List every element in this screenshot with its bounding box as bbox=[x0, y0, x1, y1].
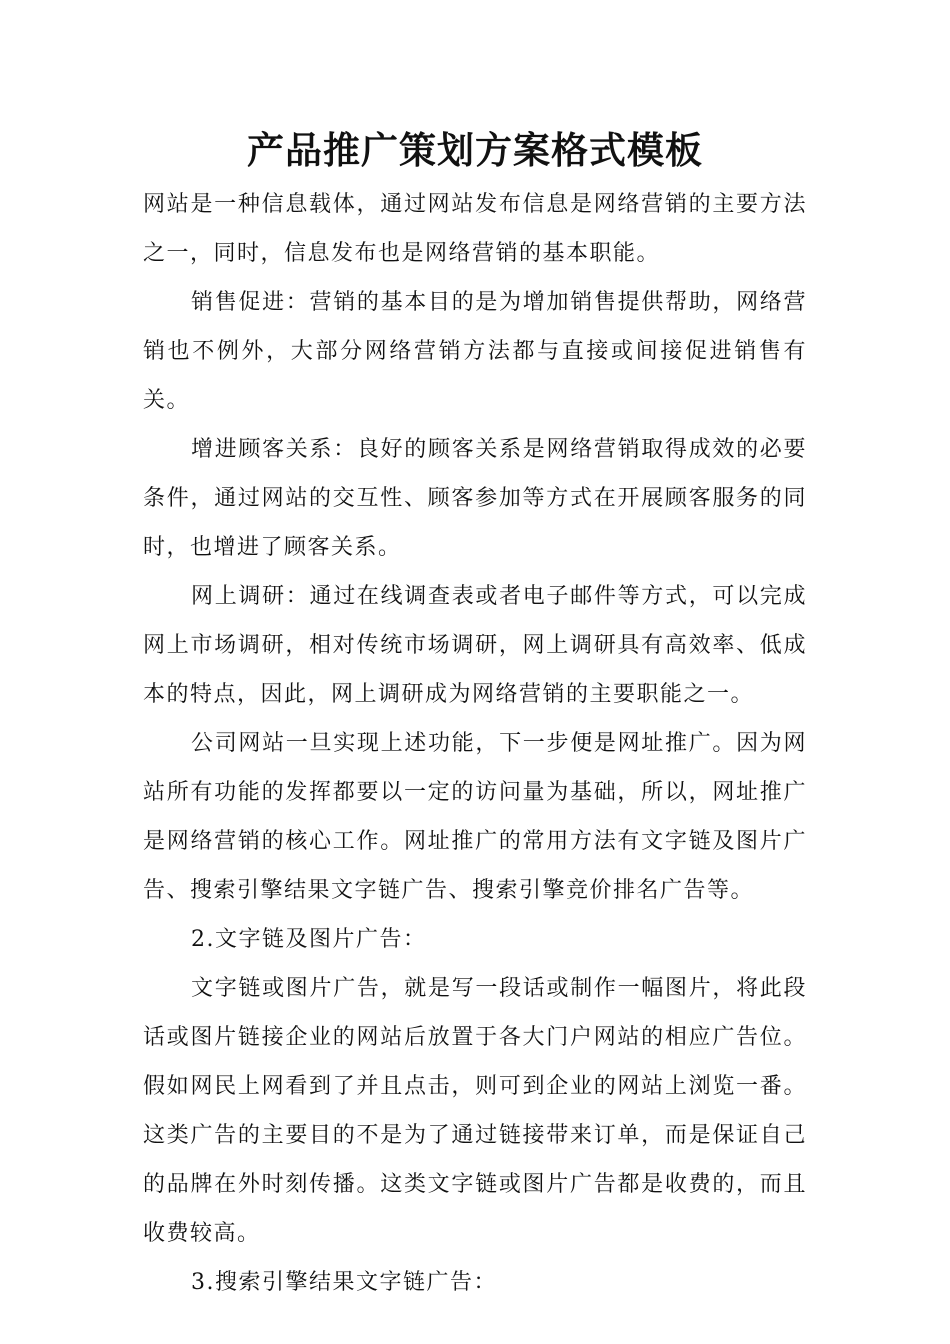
paragraph-customer-relations: 增进顾客关系：良好的顾客关系是网络营销取得成效的必要条件，通过网站的交互性、顾客参加等方式在开展顾客服务的同时，也增进了顾客关系。 bbox=[143, 437, 807, 560]
paragraph-intro: 网站是一种信息载体，通过网站发布信息是网络营销的主要方法之一，同时，信息发布也是网络营销的基本职能。 bbox=[143, 192, 807, 266]
paragraph-sales-promotion: 销售促进：营销的基本目的是为增加销售提供帮助，网络营销也不例外，大部分网络营销方法都与直接或间接促进销售有关。 bbox=[143, 290, 807, 413]
document-title: 产品推广策划方案格式模板 bbox=[247, 129, 703, 172]
section-heading-text-link-ads: 2.文字链及图片广告： bbox=[191, 927, 427, 952]
document-body bbox=[143, 180, 807, 1307]
paragraph-site-promotion: 公司网站一旦实现上述功能，下一步便是网址推广。因为网站所有功能的发挥都要以一定的访问量为基础，所以，网址推广是网络营销的核心工作。网址推广的常用方法有文字链及图片广告、搜索引擎结果文字链广告、搜索引擎竞价排名广告等。 bbox=[143, 731, 807, 903]
paragraph-text-link-ads: 文字链或图片广告，就是写一段话或制作一幅图片，将此段话或图片链接企业的网站后放置于各大门户网站的相应广告位。假如网民上网看到了并且点击，则可到企业的网站上浏览一番。这类广告的主要目的不是为了通过链接带来订单，而是保证自己的品牌在外时刻传播。这类文字链或图片广告都是收费的，而且收费较高。 bbox=[143, 976, 807, 1246]
section-heading-search-engine-ads: 3.搜索引擎结果文字链广告： bbox=[191, 1270, 497, 1295]
paragraph-online-research: 网上调研：通过在线调查表或者电子邮件等方式，可以完成网上市场调研，相对传统市场调研，网上调研具有高效率、低成本的特点，因此，网上调研成为网络营销的主要职能之一。 bbox=[143, 584, 807, 707]
